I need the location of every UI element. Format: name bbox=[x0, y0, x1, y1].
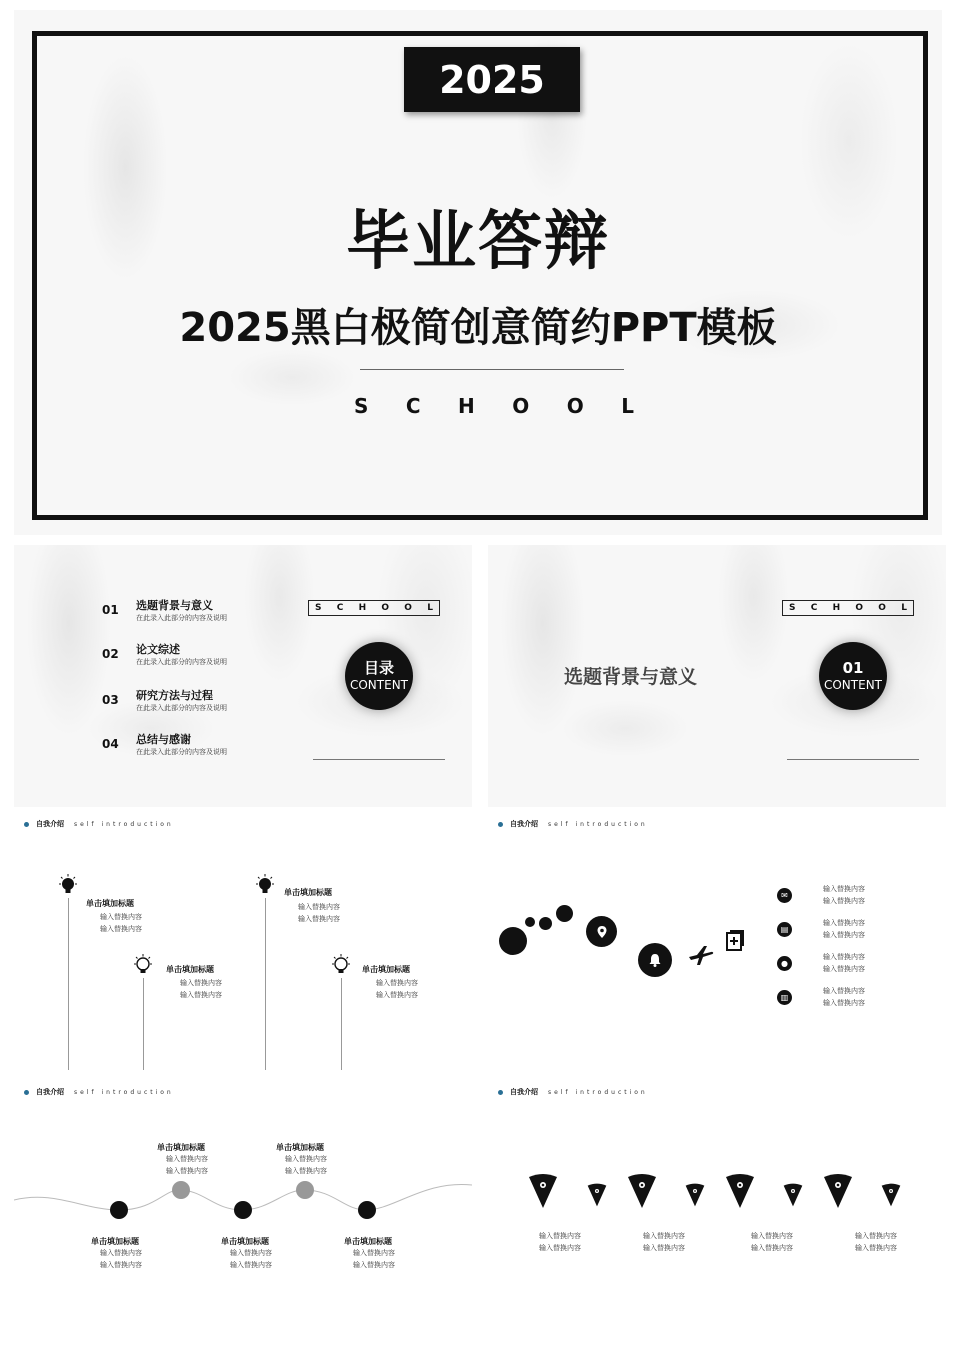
toc-desc: 在此录入此部分的内容及说明 bbox=[136, 614, 227, 622]
item-text: 输入替换内容 bbox=[100, 1249, 142, 1257]
cover-title: 毕业答辩 bbox=[346, 205, 610, 279]
toc-desc: 在此录入此部分的内容及说明 bbox=[136, 704, 227, 712]
school-letter: O bbox=[878, 603, 886, 613]
school-letter: S bbox=[789, 603, 796, 613]
toc-desc: 在此录入此部分的内容及说明 bbox=[136, 748, 227, 756]
item-title: 单击填加标题 bbox=[284, 888, 332, 897]
item-text: 输入替换内容 bbox=[298, 915, 340, 923]
item-title: 单击填加标题 bbox=[91, 1237, 139, 1246]
wave-node bbox=[296, 1181, 314, 1199]
list-text: 输入替换内容 bbox=[823, 931, 865, 939]
shield-pin-icon bbox=[881, 1183, 901, 1207]
list-text: 输入替换内容 bbox=[823, 987, 865, 995]
toc-title: 总结与感谢 bbox=[136, 733, 191, 746]
school-letter: L bbox=[621, 394, 634, 418]
wave-slide bbox=[14, 1080, 472, 1342]
bulbs-slide bbox=[14, 812, 472, 1074]
school-letter: L bbox=[427, 603, 433, 613]
school-box bbox=[782, 600, 914, 616]
wave-line bbox=[14, 1170, 472, 1230]
item-text: 输入替换内容 bbox=[230, 1249, 272, 1257]
section-title: 选题背景与意义 bbox=[564, 666, 698, 688]
list-text: 输入替换内容 bbox=[823, 965, 865, 973]
toc-number: 04 bbox=[102, 737, 119, 751]
caption-text: 输入替换内容 bbox=[855, 1244, 897, 1252]
shield-pin-icon bbox=[783, 1183, 803, 1207]
mail-icon: ✉ bbox=[777, 888, 792, 903]
trash-icon: ▥ bbox=[777, 990, 792, 1005]
item-title: 单击填加标题 bbox=[166, 965, 214, 974]
item-text: 输入替换内容 bbox=[285, 1167, 327, 1175]
school-letter: O bbox=[566, 394, 584, 418]
section-badge bbox=[819, 642, 887, 710]
school-letter: O bbox=[404, 603, 412, 613]
toc-number: 01 bbox=[102, 603, 119, 617]
item-text: 输入替换内容 bbox=[353, 1261, 395, 1269]
school-box bbox=[308, 600, 440, 616]
school-letter: O bbox=[855, 603, 864, 613]
path-dot bbox=[499, 927, 527, 955]
bookmark-add-icon bbox=[726, 929, 746, 951]
item-text: 输入替换内容 bbox=[376, 991, 418, 999]
airplane-icon bbox=[687, 943, 715, 969]
lightbulb-icon bbox=[132, 954, 154, 978]
header-dot bbox=[498, 1090, 503, 1095]
wave-node bbox=[110, 1201, 128, 1219]
item-title: 单击填加标题 bbox=[362, 965, 410, 974]
school-letter: C bbox=[405, 394, 421, 418]
year-badge: 2025 bbox=[404, 47, 580, 112]
timeline-line bbox=[265, 898, 266, 1070]
timeline-line bbox=[68, 898, 69, 1070]
caption-text: 输入替换内容 bbox=[751, 1232, 793, 1240]
item-text: 输入替换内容 bbox=[166, 1155, 208, 1163]
header-dot bbox=[498, 822, 503, 827]
school-letter: H bbox=[458, 394, 475, 418]
item-text: 输入替换内容 bbox=[285, 1155, 327, 1163]
item-title: 单击填加标题 bbox=[157, 1143, 205, 1152]
toc-slide bbox=[14, 545, 472, 807]
list-text: 输入替换内容 bbox=[823, 953, 865, 961]
timeline-line bbox=[341, 978, 342, 1070]
item-text: 输入替换内容 bbox=[100, 913, 142, 921]
item-title: 单击填加标题 bbox=[344, 1237, 392, 1246]
list-text: 输入替换内容 bbox=[823, 885, 865, 893]
list-text: 输入替换内容 bbox=[823, 897, 865, 905]
item-text: 输入替换内容 bbox=[180, 979, 222, 987]
slide-header bbox=[24, 1087, 174, 1097]
school-letter: L bbox=[901, 603, 907, 613]
divider-line bbox=[313, 759, 445, 760]
lightbulb-icon bbox=[254, 874, 276, 898]
caption-text: 输入替换内容 bbox=[643, 1244, 685, 1252]
cover-slide bbox=[14, 10, 942, 535]
caption-text: 输入替换内容 bbox=[539, 1244, 581, 1252]
school-letter: H bbox=[832, 603, 841, 613]
content-badge bbox=[345, 642, 413, 710]
school-letter: C bbox=[810, 603, 818, 613]
list-text: 输入替换内容 bbox=[823, 999, 865, 1007]
item-text: 输入替换内容 bbox=[353, 1249, 395, 1257]
icons-slide bbox=[488, 812, 946, 1074]
school-letter: S bbox=[315, 603, 322, 613]
header-title: 自我介绍 bbox=[510, 820, 538, 828]
header-subtitle: self introduction bbox=[74, 1088, 174, 1096]
item-title: 单击填加标题 bbox=[86, 899, 134, 908]
path-dot bbox=[525, 917, 535, 927]
shield-pin-icon bbox=[528, 1173, 558, 1209]
cover-subtitle: 2025黑白极简创意简约PPT模板 bbox=[179, 305, 777, 351]
school-wordmark bbox=[354, 394, 634, 418]
school-letter: S bbox=[354, 394, 369, 418]
badge-line2: CONTENT bbox=[823, 678, 883, 692]
header-title: 自我介绍 bbox=[36, 1088, 64, 1096]
wave-node bbox=[358, 1201, 376, 1219]
toc-title: 论文综述 bbox=[136, 643, 180, 656]
item-title: 单击填加标题 bbox=[276, 1143, 324, 1152]
caption-text: 输入替换内容 bbox=[855, 1232, 897, 1240]
toc-number: 02 bbox=[102, 647, 119, 661]
caption-text: 输入替换内容 bbox=[751, 1244, 793, 1252]
divider-line bbox=[360, 369, 624, 370]
header-subtitle: self introduction bbox=[74, 820, 174, 828]
badge-line1: 目录 bbox=[363, 659, 394, 677]
school-letter: C bbox=[336, 603, 344, 613]
school-letter: O bbox=[512, 394, 530, 418]
caption-text: 输入替换内容 bbox=[539, 1232, 581, 1240]
caption-text: 输入替换内容 bbox=[643, 1232, 685, 1240]
toc-title: 选题背景与意义 bbox=[136, 599, 213, 612]
toc-title: 研究方法与过程 bbox=[136, 689, 213, 702]
item-text: 输入替换内容 bbox=[230, 1261, 272, 1269]
badge-line2: CONTENT bbox=[349, 678, 409, 692]
path-dot bbox=[556, 905, 573, 922]
slide-header bbox=[498, 1087, 648, 1097]
slide-header bbox=[498, 819, 648, 829]
shield-pin-icon bbox=[587, 1183, 607, 1207]
lightbulb-icon bbox=[330, 954, 352, 978]
wave-node bbox=[234, 1201, 252, 1219]
item-text: 输入替换内容 bbox=[376, 979, 418, 987]
header-dot bbox=[24, 822, 29, 827]
shield-pin-icon bbox=[627, 1173, 657, 1209]
chat-icon: ● bbox=[777, 956, 792, 971]
header-subtitle: self introduction bbox=[548, 820, 648, 828]
item-text: 输入替换内容 bbox=[180, 991, 222, 999]
shield-pin-icon bbox=[823, 1173, 853, 1209]
shield-pin-icon bbox=[685, 1183, 705, 1207]
printer-icon: ▤ bbox=[777, 922, 792, 937]
header-subtitle: self introduction bbox=[548, 1088, 648, 1096]
divider-line bbox=[787, 759, 919, 760]
header-title: 自我介绍 bbox=[36, 820, 64, 828]
wave-node bbox=[172, 1181, 190, 1199]
header-title: 自我介绍 bbox=[510, 1088, 538, 1096]
path-dot bbox=[539, 917, 552, 930]
shields-slide bbox=[488, 1080, 946, 1342]
slide-header bbox=[24, 819, 174, 829]
section-slide bbox=[488, 545, 946, 807]
toc-desc: 在此录入此部分的内容及说明 bbox=[136, 658, 227, 666]
lightbulb-icon bbox=[57, 874, 79, 898]
school-letter: O bbox=[381, 603, 390, 613]
item-text: 输入替换内容 bbox=[100, 1261, 142, 1269]
badge-line1: 01 bbox=[842, 659, 864, 677]
item-text: 输入替换内容 bbox=[166, 1167, 208, 1175]
location-pin-icon bbox=[586, 916, 617, 947]
header-dot bbox=[24, 1090, 29, 1095]
shield-pin-icon bbox=[725, 1173, 755, 1209]
bell-icon bbox=[638, 943, 672, 977]
toc-number: 03 bbox=[102, 693, 119, 707]
list-text: 输入替换内容 bbox=[823, 919, 865, 927]
item-text: 输入替换内容 bbox=[298, 903, 340, 911]
timeline-line bbox=[143, 978, 144, 1070]
item-title: 单击填加标题 bbox=[221, 1237, 269, 1246]
item-text: 输入替换内容 bbox=[100, 925, 142, 933]
school-letter: H bbox=[358, 603, 367, 613]
